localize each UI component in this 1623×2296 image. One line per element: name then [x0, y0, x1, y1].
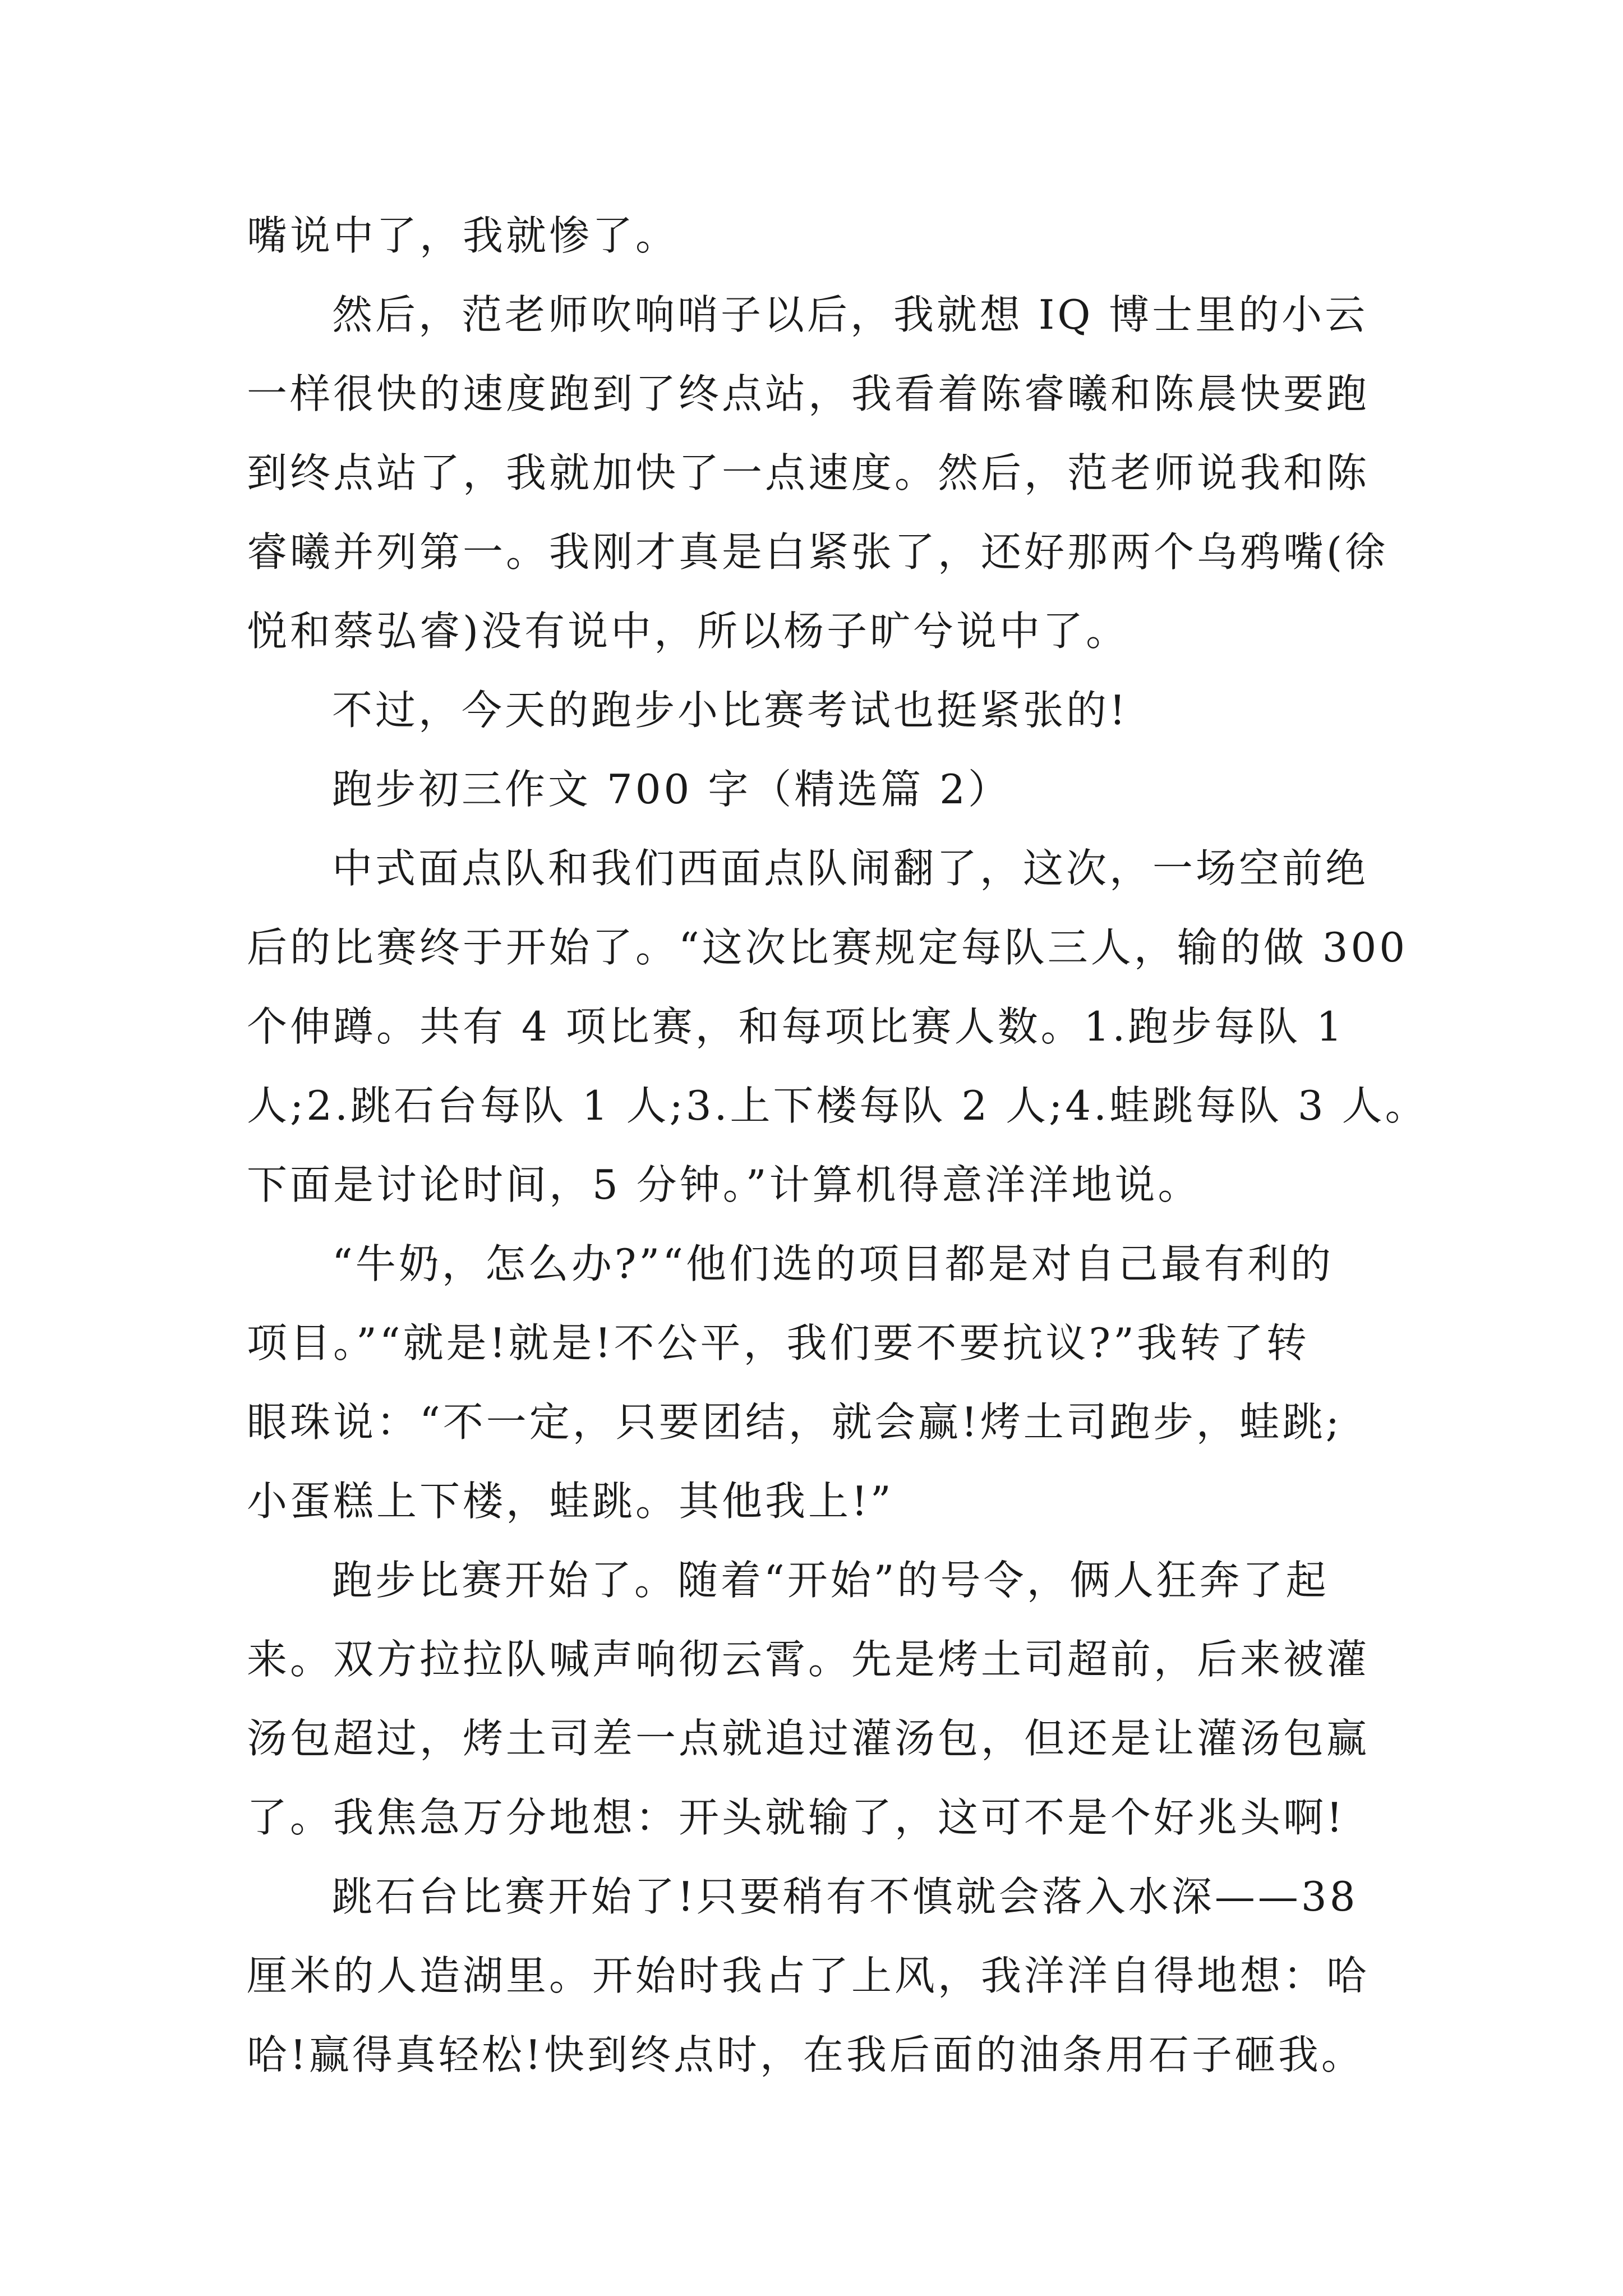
text-line: 跑步比赛开始了。随着“开始”的号令，俩人狂奔了起: [332, 1557, 1329, 1604]
text-line: 个伸蹲。共有 4 项比赛，和每项比赛人数。1.跑步每队 1: [247, 1003, 1345, 1050]
text-line: 项目。”“就是!就是!不公平，我们要不要抗议?”我转了转: [247, 1319, 1310, 1366]
text-line: 中式面点队和我们西面点队闹翻了，这次，一场空前绝: [332, 845, 1369, 892]
text-line: “牛奶，怎么办?”“他们选的项目都是对自己最有利的: [332, 1240, 1334, 1287]
essay-body: [247, 196, 1428, 2095]
text-line: 悦和蔡弘睿)没有说中，所以杨子旷兮说中了。: [247, 608, 1129, 655]
text-line: 哈!赢得真轻松!快到终点时，在我后面的油条用石子砸我。: [247, 2031, 1364, 2078]
text-line: 了。我焦急万分地想：开头就输了，这可不是个好兆头啊!: [247, 1794, 1345, 1841]
text-line: 不过，今天的跑步小比赛考试也挺紧张的!: [332, 687, 1128, 734]
text-line: 人;2.跳石台每队 1 人;3.上下楼每队 2 人;4.蛙跳每队 3 人。: [247, 1082, 1428, 1129]
text-line: 小蛋糕上下楼，蛙跳。其他我上!”: [247, 1478, 894, 1525]
text-line: 厘米的人造湖里。开始时我占了上风，我洋洋自得地想：哈: [247, 1952, 1370, 1999]
text-line: 跳石台比赛开始了!只要稍有不慎就会落入水深——38: [332, 1873, 1358, 1920]
text-line: 睿曦并列第一。我刚才真是白紧张了，还好那两个乌鸦嘴(徐: [247, 528, 1389, 576]
text-line: 一样很快的速度跑到了终点站，我看着陈睿曦和陈晨快要跑: [247, 370, 1370, 417]
section-heading: 跑步初三作文 700 字（精选篇 2）: [332, 766, 1011, 813]
text-line: 到终点站了，我就加快了一点速度。然后，范老师说我和陈: [247, 449, 1370, 496]
text-line: 后的比赛终于开始了。“这次比赛规定每队三人，输的做 300: [247, 924, 1408, 971]
text-line: 然后，范老师吹响哨子以后，我就想 IQ 博士里的小云: [332, 291, 1368, 338]
text-line: 来。双方拉拉队喊声响彻云霄。先是烤土司超前，后来被灌: [247, 1636, 1370, 1683]
text-line: 眼珠说：“不一定，只要团结，就会赢!烤土司跑步，蛙跳;: [247, 1398, 1343, 1446]
text-line: 汤包超过，烤土司差一点就追过灌汤包，但还是让灌汤包赢: [247, 1715, 1370, 1762]
text-line: 嘴说中了，我就惨了。: [247, 212, 679, 259]
text-line: 下面是讨论时间，5 分钟。”计算机得意洋洋地说。: [247, 1161, 1201, 1208]
